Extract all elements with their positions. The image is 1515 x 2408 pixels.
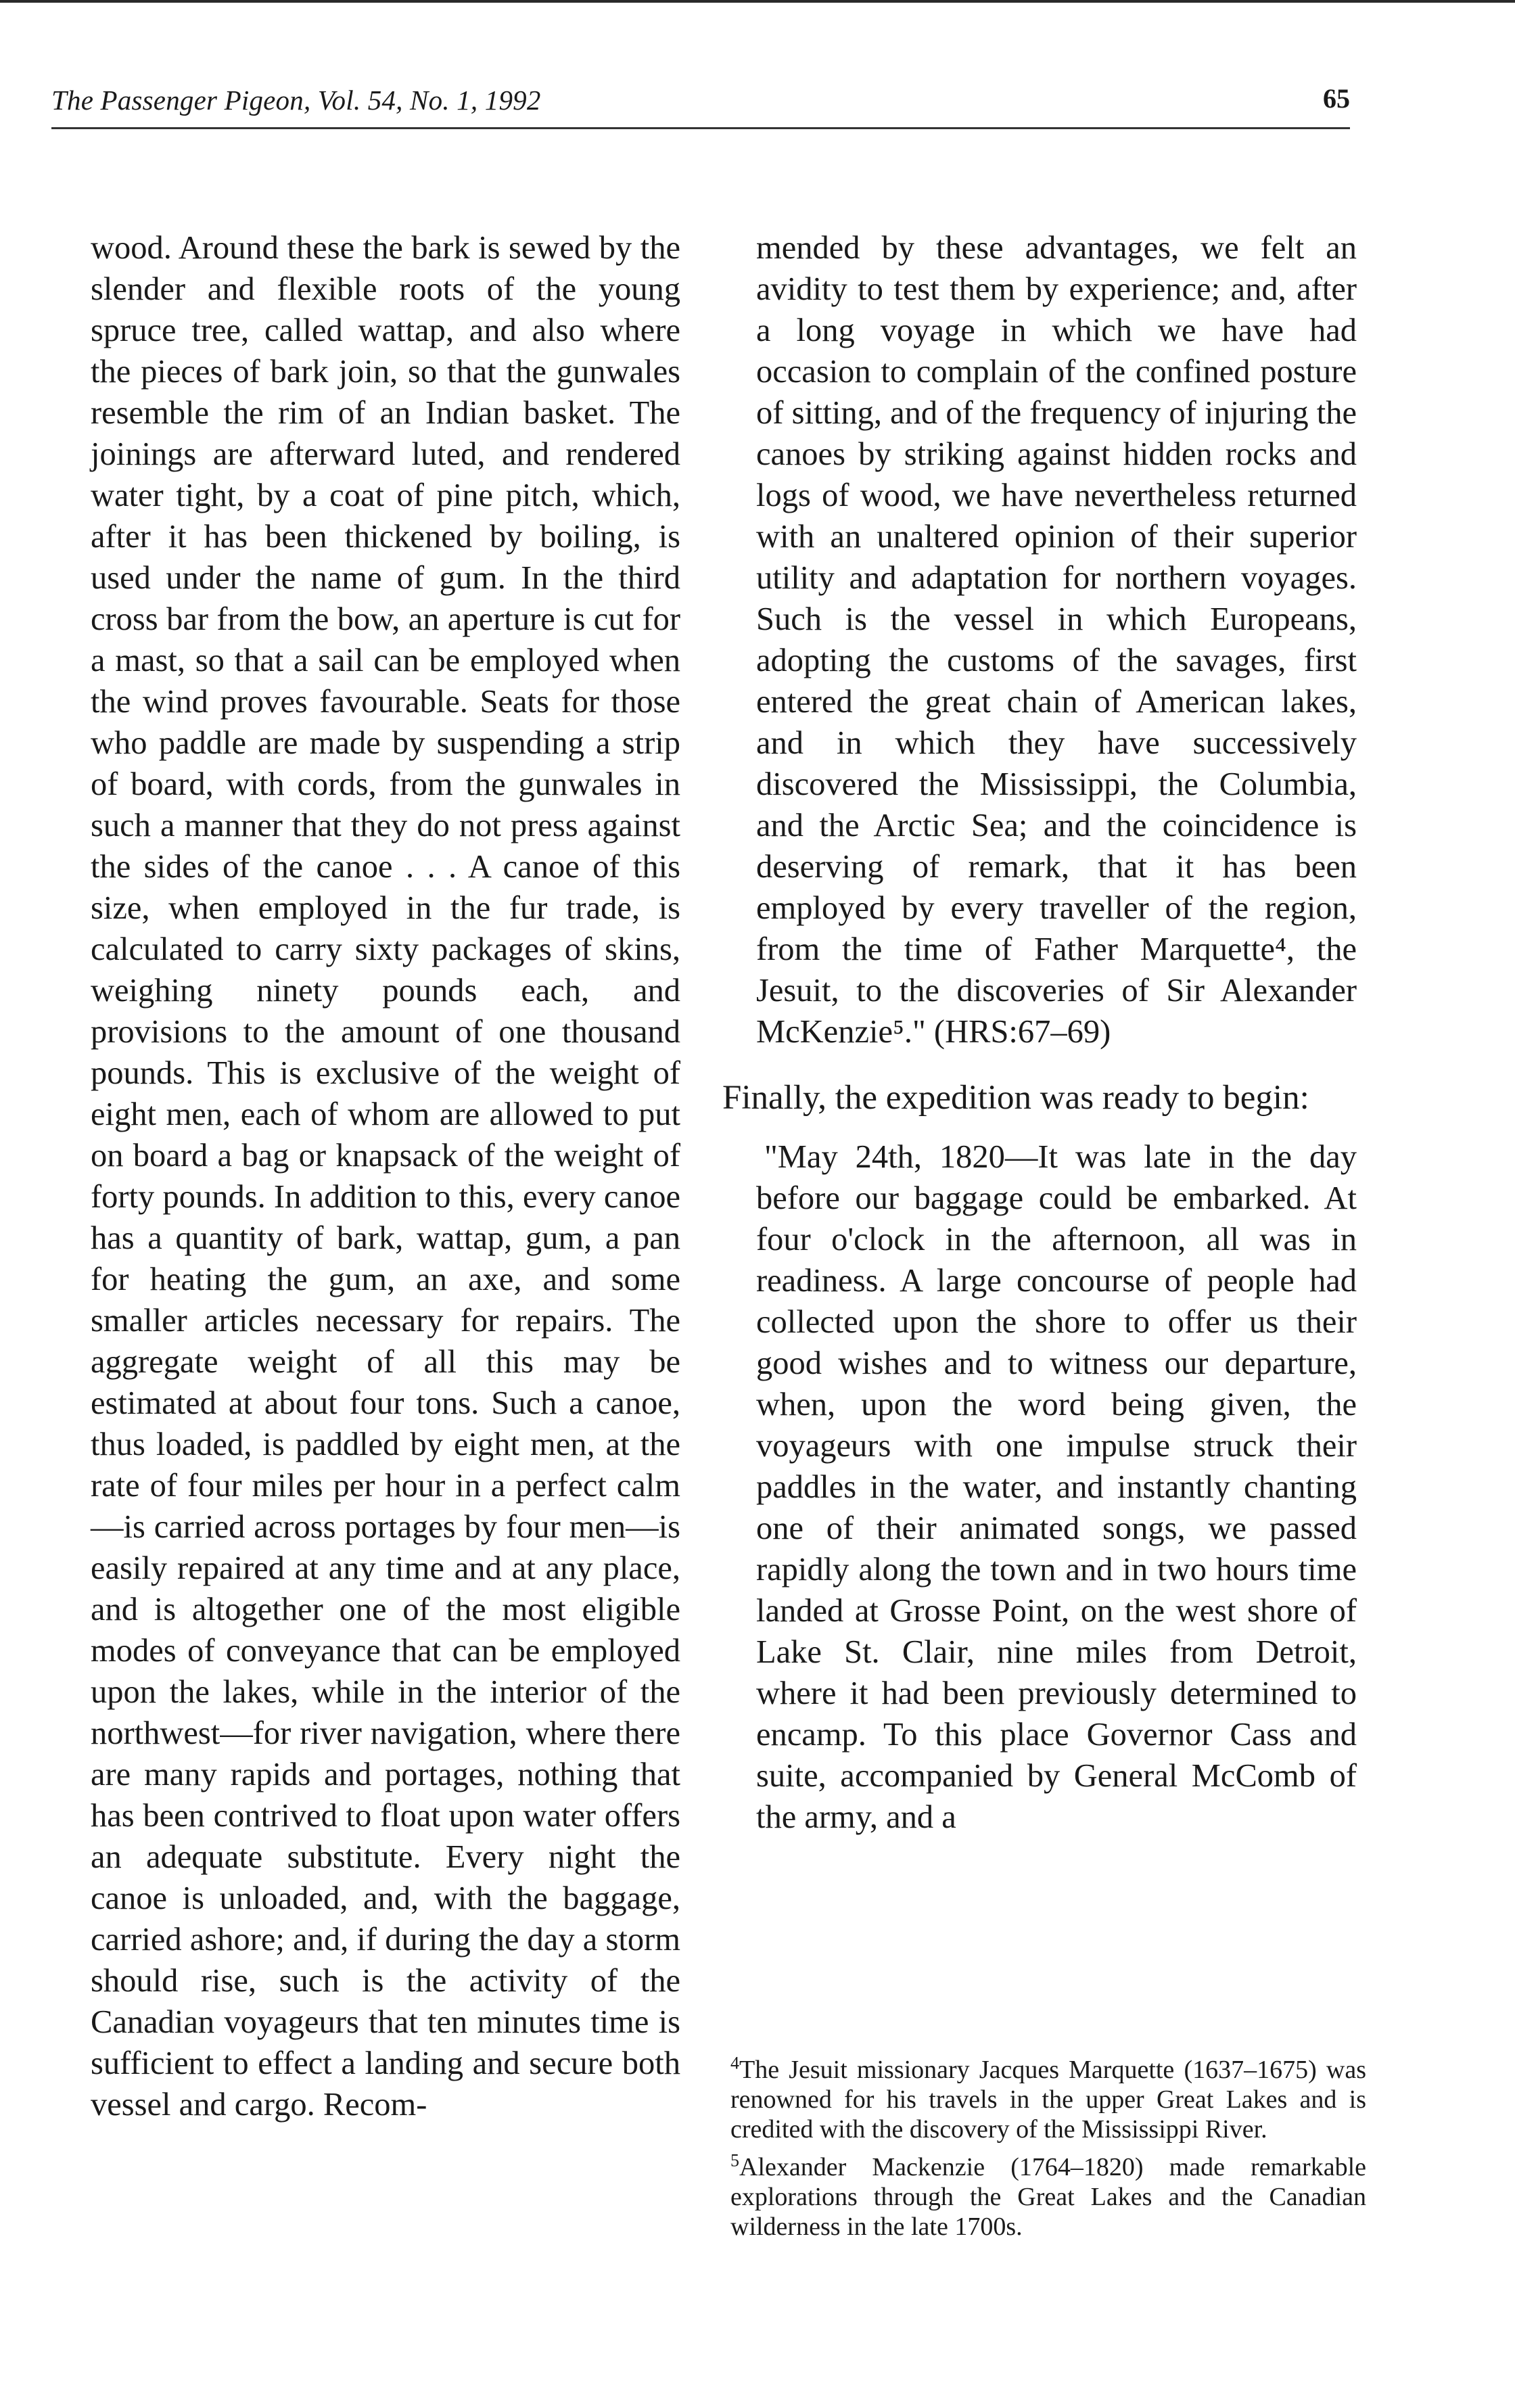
footnote-text: Alexander Mackenzie (1764–1820) made remarkable explorations through the Great Lakes and the Canadian wilderness in the late 1700s. xyxy=(730,2153,1366,2241)
quote-continuation-paragraph: mended by these advantages, we felt an avidity to test them by experience; and, after a long voyage in which we have had occasion to complain of the confined posture of sitting, and of the frequency of injuring the canoes by striking against hidden rocks and logs of wood, we have nevertheless returned with an unaltered opinion of their superior utility and adaptation for northern voyages. Such is the vessel in which Europeans, adopting the customs of the savages, first entered the great chain of American lakes, and in which they have successively discovered the Mississippi, the Columbia, and the Arctic Sea; and the coincidence is deserving of remark, that it has been employed by every traveller of the region, from the time of Father Marquette⁴, the Jesuit, to the discoveries of Sir Alexander McKenzie⁵." (HRS:67–69) xyxy=(756,230,1357,1050)
left-column xyxy=(91,227,680,2125)
footnote-marker: 5 xyxy=(730,2150,739,2171)
footnote-marker: 4 xyxy=(730,2053,739,2073)
body-paragraph: wood. Around these the bark is sewed by the slender and flexible roots of the young spruce tree, called wattap, and also where the pieces of bark join, so that the gunwales resemble the rim of an Indian basket. The joinings are afterward luted, and rendered water tight, by a coat of pine pitch, which, after it has been thickened by boiling, is used under the name of gum. In the third cross bar from the bow, an aperture is cut for a mast, so that a sail can be employed when the wind proves favourable. Seats for those who paddle are made by suspending a strip of board, with cords, from the gunwales in such a manner that they do not press against the sides of the canoe . . . A canoe of this size, when employed in the fur trade, is calculated to carry sixty packages of skins, weighing ninety pounds each, and provisions to the amount of one thousand pounds. This is exclusive of the weight of eight men, each of whom are allowed to put on board a bag or knapsack of the weight of forty pounds. In addition to this, every canoe has a quantity of bark, wattap, gum, a pan for heating the gum, an axe, and some smaller articles necessary for repairs. The aggregate weight of all this may be estimated at about four tons. Such a canoe, thus loaded, is paddled by eight men, at the rate of four miles per hour in a perfect calm—is carried across portages by four men—is easily repaired at any time and at any place, and is altogether one of the most eligible modes of conveyance that can be employed upon the lakes, while in the interior of the northwest—for river navigation, where there are many rapids and portages, nothing that has been contrived to float upon water offers an adequate substitute. Every night the canoe is unloaded, and, with the baggage, carried ashore; and, if during the day a storm should rise, such is the activity of the Canadian voyageurs that ten minutes time is sufficient to effect a landing and secure both vessel and cargo. Recom- xyxy=(91,230,680,2123)
journal-quote-paragraph: "May 24th, 1820—It was late in the day before our baggage could be embarked. At four o'clock in the afternoon, all was in readiness. A large concourse of people had collected upon the shore to offer us their good wishes and to witness our departure, when, upon the word being given, the voyageurs with one impulse struck their paddles in the water, and instantly chanting one of their animated songs, we passed rapidly along the town and in two hours time landed at Grosse Point, on the west shore of Lake St. Clair, nine miles from Detroit, where it had been previously determined to encamp. To this place Governor Cass and suite, accompanied by General McComb of the army, and a xyxy=(756,1139,1357,1835)
top-border-rule xyxy=(0,0,1515,3)
footnote-4 xyxy=(730,2055,1366,2144)
right-column xyxy=(722,227,1357,1838)
narrative-paragraph: Finally, the expedition was ready to begin: xyxy=(722,1079,1309,1117)
running-head xyxy=(51,80,1350,129)
page-number: 65 xyxy=(1323,83,1350,114)
journal-citation: The Passenger Pigeon, Vol. 54, No. 1, 1992 xyxy=(51,85,541,116)
footnotes xyxy=(730,2055,1366,2250)
footnote-text: The Jesuit missionary Jacques Marquette (1637–1675) was renowned for his travels in the upper Great Lakes and is credited with the discovery of the Mississippi River. xyxy=(730,2056,1366,2144)
footnote-5 xyxy=(730,2152,1366,2242)
